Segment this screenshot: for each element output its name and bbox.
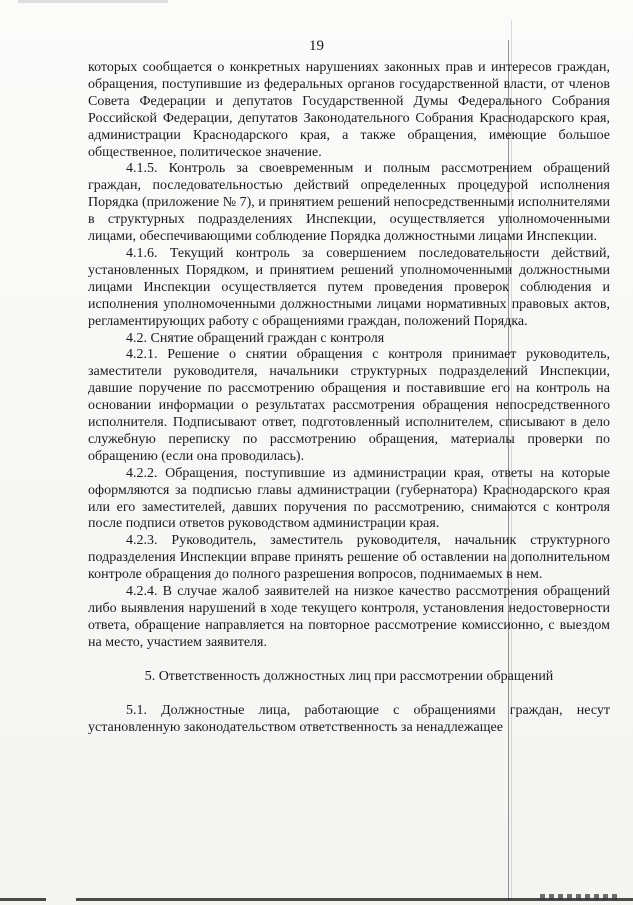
page-number: 19 (309, 38, 324, 54)
paragraph-continuation: которых сообщается о конкретных нарушениях законных прав и интересов граждан, обращения, поступившие из федеральных органов государственной власти, от членов Совета Федерации и депутатов Государственной Думы Федерального Собрания Российской Федерации, депутатов Законодательного Собрания Краснодарского края, администрации Краснодарского края, а также обращения, имеющие большое общественное, политическое значение. (88, 60, 610, 160)
paragraph-4-2-1: 4.2.1. Решение о снятии обращения с контроля принимает руководитель, заместители руководителя, начальники структурных подразделений Инспекции, давшие поручение по рассмотрению обращения и поставившие его на контроль на основании информации о результатах рассмотрения обращения непосредственного исполнителя. Подписывают ответ, подготовленный исполнителем, списывают в дело служебную переписку по рассмотрению обращения, материалы проверки по обращению (если она проводилась). (88, 347, 610, 464)
paragraph-4-2-3: 4.2.3. Руководитель, заместитель руководителя, начальник структурного подразделения Инспекции вправе принять решение об оставлении на дополнительном контроле обращения до полного разрешения вопросов, поднимаемых в нем. (88, 533, 610, 583)
scan-bottom-gap (46, 897, 76, 902)
paragraph-4-2-2: 4.2.2. Обращения, поступившие из администрации края, ответы на которые оформляются за подписью главы администрации (губернатора) Краснодарского края или его заместителей, давших поручения по рассмотрению, снимаются с контроля после подписи ответов руководством администрации края. (88, 465, 610, 532)
paragraph-4-1-5: 4.1.5. Контроль за своевременным и полным рассмотрением обращений граждан, последовательностью действий определенных процедурой исполнения Порядка (приложение № 7), и принятием решений непосредственными исполнителями в структурных подразделениях Инспекции, осуществляется уполномоченными лицами, обеспечивающими соблюдение Порядка должностными лицами Инспекции. (88, 161, 610, 245)
scan-bottom-edge (0, 898, 633, 901)
scan-bottom-marks (540, 894, 620, 900)
paragraph-5-1: 5.1. Должностные лица, работающие с обращениями граждан, несут установленную законодательством ответственность за ненадлежащее (88, 702, 610, 735)
paragraph-4-2-4: 4.2.4. В случае жалоб заявителей на низкое качество рассмотрения обращений либо выявления нарушений в ходе текущего контроля, установления недостоверности ответа, обращение направляется на повторное рассмотрение комиссионно, с выездом на место, участием заявителя. (88, 584, 610, 650)
document-body (88, 60, 610, 736)
section-heading-5: 5. Ответственность должностных лиц при рассмотрении обращений (144, 668, 554, 684)
scan-artifact-top (18, 0, 168, 3)
paragraph-4-1-6: 4.1.6. Текущий контроль за совершением последовательности действий, установленных Порядком, и принятием решений уполномоченными должностными лицами Инспекции осуществляется путем проведения проверок соблюдения и исполнения уполномоченными должностными лицами нормативных правовых актов, регламентирующих работу с обращениями граждан, положений Порядка. (88, 245, 610, 329)
subsection-heading-4-2: 4.2. Снятие обращений граждан с контроля (126, 330, 385, 346)
